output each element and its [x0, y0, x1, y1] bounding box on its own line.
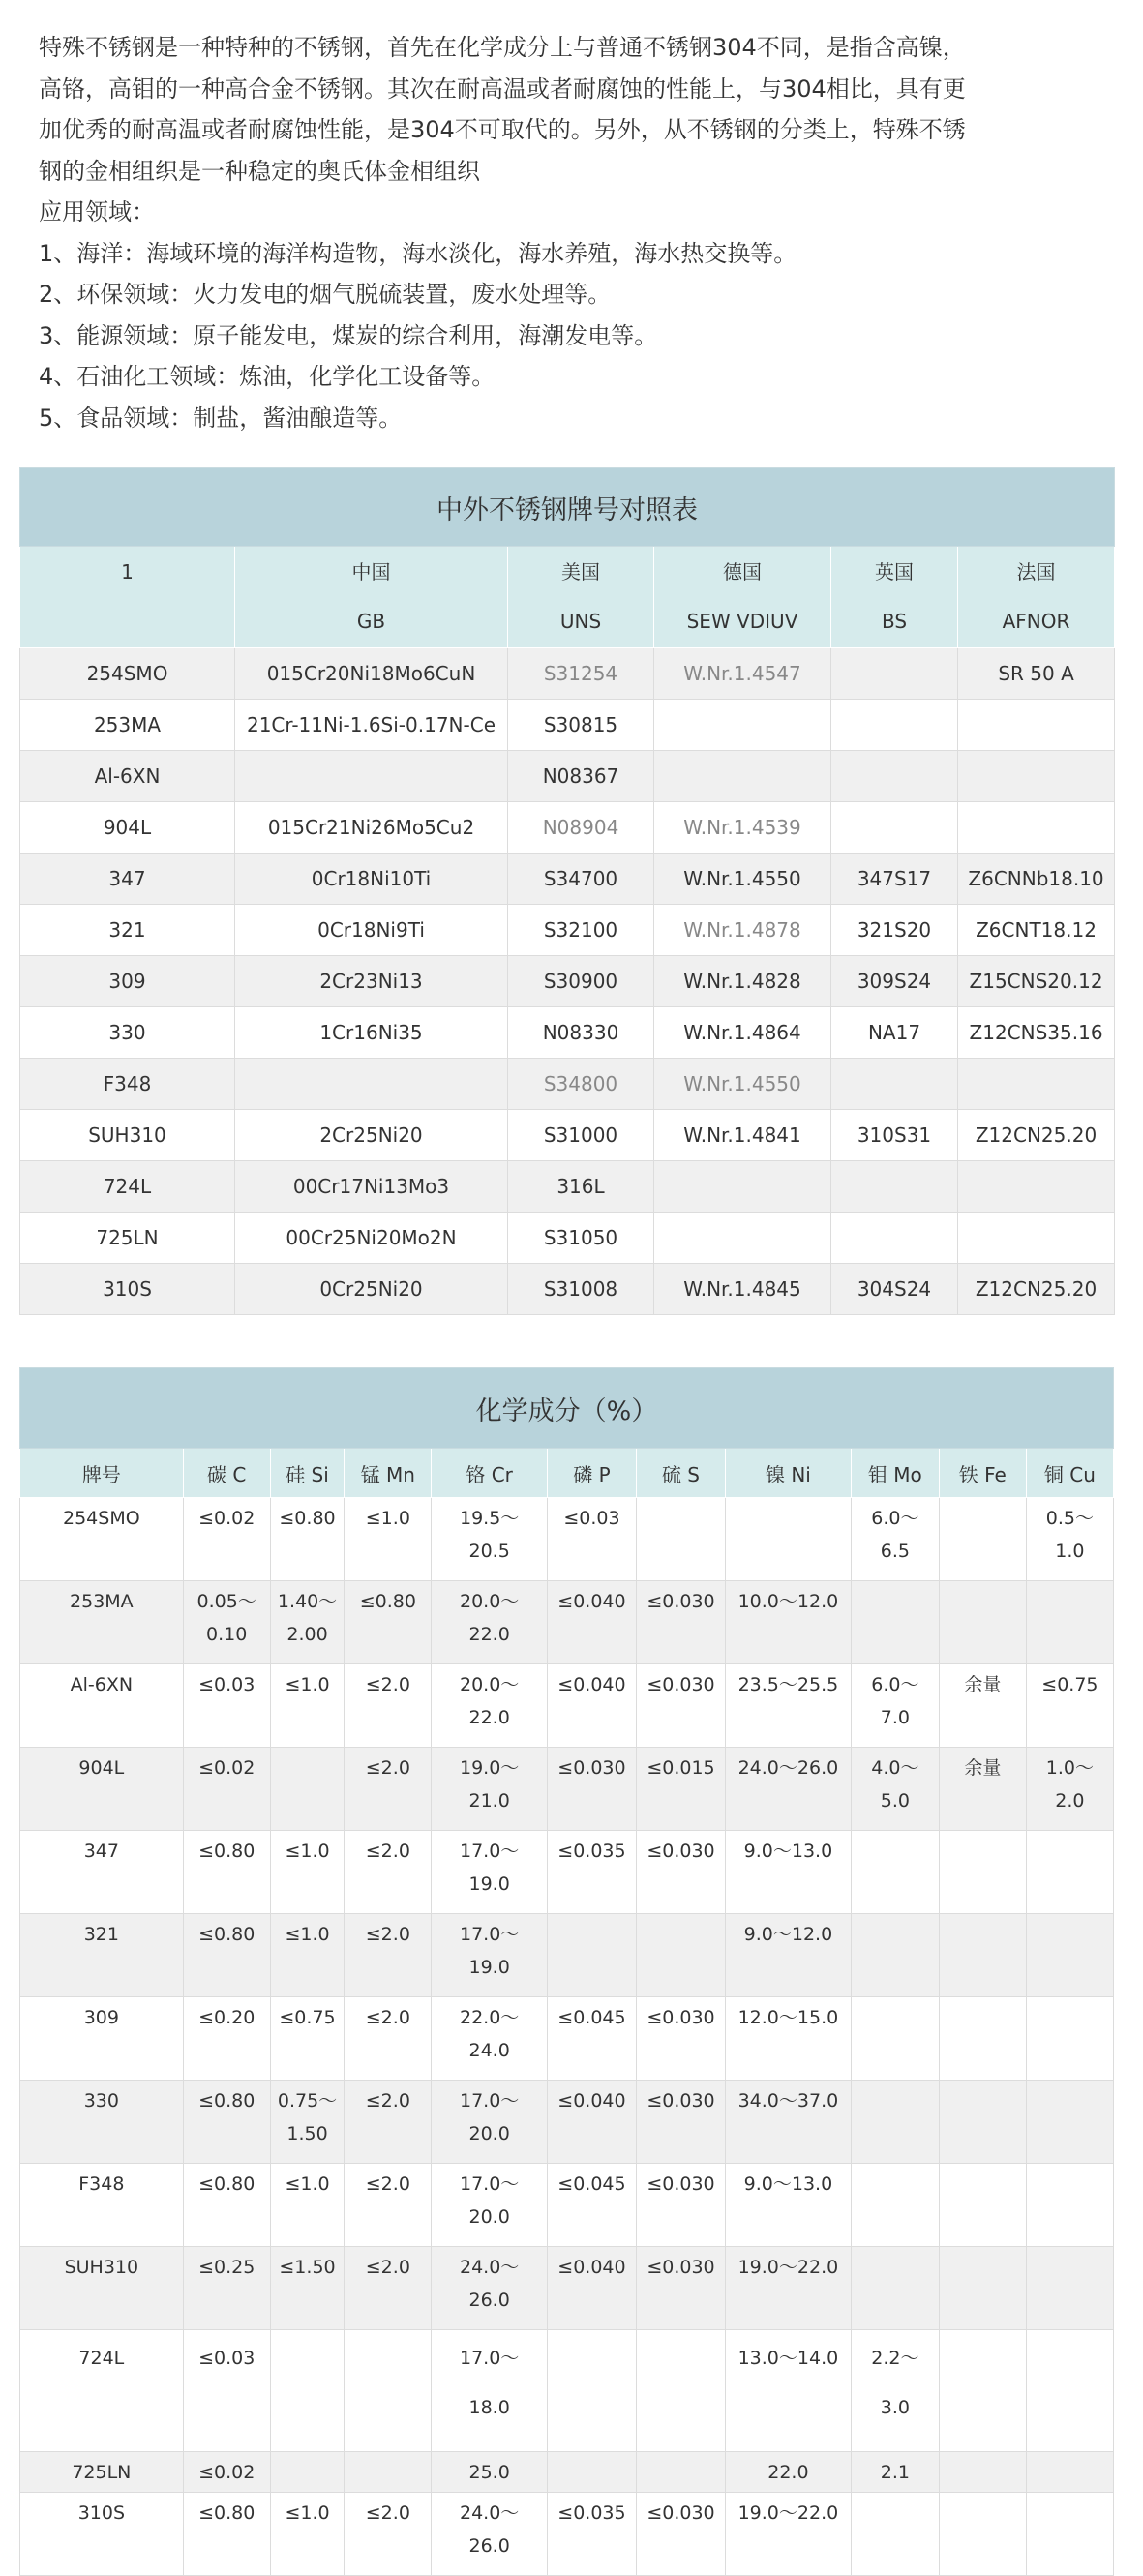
table-title: 化学成分（%） — [20, 1368, 1114, 1449]
table-cell: ≤2.0 — [345, 1914, 432, 1997]
header-country: 法国 — [1016, 560, 1056, 584]
table-cell: ≤1.0 — [270, 1831, 345, 1914]
table-cell: ≤0.03 — [183, 1664, 270, 1748]
table-cell: Al-6XN — [20, 1664, 184, 1748]
table-row — [20, 1498, 1114, 1581]
table-cell: W.Nr.1.4550 — [654, 854, 831, 905]
table-cell — [831, 700, 958, 751]
table-cell — [831, 648, 958, 700]
table-cell: ≤0.035 — [547, 2493, 636, 2576]
table-cell: 19.0～22.0 — [725, 2493, 851, 2576]
table-cell: 9.0～13.0 — [725, 1831, 851, 1914]
table-cell — [654, 700, 831, 751]
table-cell — [654, 1161, 831, 1213]
table-row — [20, 2081, 1114, 2164]
table-cell: 34.0～37.0 — [725, 2081, 851, 2164]
column-header: 铜 Cu — [1026, 1449, 1113, 1498]
table-row — [20, 1581, 1114, 1664]
table-cell — [636, 1914, 725, 1997]
table-cell: ≤0.80 — [270, 1498, 345, 1581]
table-cell: 1.40～ 2.00 — [270, 1581, 345, 1664]
intro-line: 特殊不锈钢是一种特种的不锈钢，首先在化学成分上与普通不锈钢304不同，是指含高镍， — [39, 34, 966, 61]
table-cell — [1026, 1914, 1113, 1997]
table-cell: 253MA — [20, 1581, 184, 1664]
table-cell: W.Nr.1.4550 — [654, 1059, 831, 1110]
intro-line: 5、食品领域：制盐，酱油酿造等。 — [39, 404, 403, 432]
table-cell — [958, 1213, 1115, 1264]
table-cell — [939, 1914, 1026, 1997]
table-cell: S30900 — [508, 956, 654, 1007]
table-cell: Al-6XN — [20, 751, 235, 802]
table-cell — [939, 2247, 1026, 2330]
table-cell: Z15CNS20.12 — [958, 956, 1115, 1007]
table-cell: 17.0～ 19.0 — [432, 1831, 548, 1914]
table-row — [20, 854, 1115, 905]
intro-line: 2、环保领域：火力发电的烟气脱硫装置，废水处理等。 — [39, 281, 612, 308]
table-cell: 015Cr21Ni26Mo5Cu2 — [235, 802, 508, 854]
table-cell: ≤2.0 — [345, 2493, 432, 2576]
table-cell: ≤0.030 — [636, 2164, 725, 2247]
table-cell: ≤0.040 — [547, 1581, 636, 1664]
table-cell: 309 — [20, 956, 235, 1007]
table-cell: 17.0～ 18.0 — [432, 2330, 548, 2452]
table-cell — [1026, 1831, 1113, 1914]
table-cell: ≤2.0 — [345, 1831, 432, 1914]
table-cell: F348 — [20, 2164, 184, 2247]
column-header — [831, 547, 958, 648]
table-row — [20, 648, 1115, 700]
table-cell: ≤0.030 — [636, 2493, 725, 2576]
table-cell: ≤0.015 — [636, 1748, 725, 1831]
table-cell — [851, 2247, 939, 2330]
table-cell: 17.0～ 20.0 — [432, 2081, 548, 2164]
table-cell: 1Cr16Ni35 — [235, 1007, 508, 1059]
table-row — [20, 1664, 1114, 1748]
header-standard: GB — [356, 610, 386, 633]
table-cell: ≤1.0 — [270, 1664, 345, 1748]
table-cell — [1026, 2330, 1113, 2452]
table-cell — [939, 1581, 1026, 1664]
table-cell — [725, 1498, 851, 1581]
column-header: 硫 S — [636, 1449, 725, 1498]
table-row — [20, 905, 1115, 956]
column-header: 磷 P — [547, 1449, 636, 1498]
table-cell — [851, 1581, 939, 1664]
table-row — [20, 1213, 1115, 1264]
column-header: 铬 Cr — [432, 1449, 548, 1498]
table-cell: S30815 — [508, 700, 654, 751]
table-cell: 2Cr23Ni13 — [235, 956, 508, 1007]
table-cell: ≤0.045 — [547, 1997, 636, 2081]
table-cell — [958, 802, 1115, 854]
table-cell — [831, 751, 958, 802]
table-cell: SR 50 A — [958, 648, 1115, 700]
chemical-composition-table — [19, 1367, 1114, 2576]
table-cell: 2.2～ 3.0 — [851, 2330, 939, 2452]
header-standard: BS — [881, 610, 908, 633]
table-cell: 余量 — [939, 1748, 1026, 1831]
table-cell — [1026, 2081, 1113, 2164]
table-cell: 304S24 — [831, 1264, 958, 1315]
table-cell: 321 — [20, 1914, 184, 1997]
table-cell — [831, 1161, 958, 1213]
table-cell — [958, 751, 1115, 802]
column-header: 硅 Si — [270, 1449, 345, 1498]
table-cell: 20.0～ 22.0 — [432, 1664, 548, 1748]
table-cell: 347 — [20, 1831, 184, 1914]
table-cell: 4.0～ 5.0 — [851, 1748, 939, 1831]
table-cell — [939, 2493, 1026, 2576]
table-cell: N08330 — [508, 1007, 654, 1059]
column-header — [235, 547, 508, 648]
table-cell: ≤2.0 — [345, 1664, 432, 1748]
table-cell — [939, 2330, 1026, 2452]
table-cell: F348 — [20, 1059, 235, 1110]
intro-line: 加优秀的耐高温或者耐腐蚀性能，是304不可取代的。另外，从不锈钢的分类上，特殊不锈 — [39, 116, 966, 143]
table-cell: ≤1.0 — [270, 2164, 345, 2247]
table-cell: ≤0.030 — [636, 1831, 725, 1914]
table-cell: W.Nr.1.4841 — [654, 1110, 831, 1161]
table-cell: 0.5～ 1.0 — [1026, 1498, 1113, 1581]
table-row — [20, 956, 1115, 1007]
table-cell — [547, 1914, 636, 1997]
table-cell — [1026, 1581, 1113, 1664]
table-cell: 0Cr25Ni20 — [235, 1264, 508, 1315]
table-cell — [939, 2081, 1026, 2164]
table-cell — [1026, 2452, 1113, 2493]
table-cell: 1.0～ 2.0 — [1026, 1748, 1113, 1831]
table-cell — [270, 1748, 345, 1831]
table-cell — [939, 1498, 1026, 1581]
table-cell: 904L — [20, 802, 235, 854]
table-row — [20, 2452, 1114, 2493]
table-cell: 310S31 — [831, 1110, 958, 1161]
table-cell: SUH310 — [20, 1110, 235, 1161]
table-cell: ≤0.02 — [183, 1748, 270, 1831]
table-cell: 00Cr17Ni13Mo3 — [235, 1161, 508, 1213]
table-cell — [939, 2164, 1026, 2247]
table-cell: S31000 — [508, 1110, 654, 1161]
table-cell: 347 — [20, 854, 235, 905]
table-cell: W.Nr.1.4864 — [654, 1007, 831, 1059]
table-cell: 6.0～ 7.0 — [851, 1664, 939, 1748]
header-row — [20, 547, 1115, 648]
table-cell — [831, 802, 958, 854]
table-cell: ≤2.0 — [345, 2081, 432, 2164]
table-cell: S34800 — [508, 1059, 654, 1110]
column-header — [654, 547, 831, 648]
table-cell: 0Cr18Ni10Ti — [235, 854, 508, 905]
table-cell: ≤0.030 — [636, 1664, 725, 1748]
table-cell: ≤1.0 — [270, 1914, 345, 1997]
table-cell: ≤0.030 — [547, 1748, 636, 1831]
intro-line: 4、石油化工领域：炼油，化学化工设备等。 — [39, 363, 496, 390]
table-row — [20, 1110, 1115, 1161]
table-cell: S31008 — [508, 1264, 654, 1315]
header-row — [20, 1449, 1114, 1498]
table-cell — [654, 751, 831, 802]
table-cell — [1026, 2493, 1113, 2576]
table-cell: 725LN — [20, 1213, 235, 1264]
table-cell: 9.0～12.0 — [725, 1914, 851, 1997]
table-cell — [831, 1213, 958, 1264]
table-cell: ≤0.030 — [636, 1997, 725, 2081]
table-row — [20, 700, 1115, 751]
table-row — [20, 1831, 1114, 1914]
table-cell: 316L — [508, 1161, 654, 1213]
table-cell: 19.0～ 21.0 — [432, 1748, 548, 1831]
table-cell: 725LN — [20, 2452, 184, 2493]
table-cell: Z12CN25.20 — [958, 1264, 1115, 1315]
table-cell: ≤1.50 — [270, 2247, 345, 2330]
table-row — [20, 2247, 1114, 2330]
table-cell: 330 — [20, 2081, 184, 2164]
table-cell: ≤0.80 — [345, 1581, 432, 1664]
table-cell: 17.0～ 19.0 — [432, 1914, 548, 1997]
table-cell: ≤0.80 — [183, 1831, 270, 1914]
table-cell — [235, 1059, 508, 1110]
table-row — [20, 2164, 1114, 2247]
column-header: 锰 Mn — [345, 1449, 432, 1498]
header-standard: UNS — [559, 610, 602, 633]
table-cell: ≤0.02 — [183, 1498, 270, 1581]
column-header: 碳 C — [183, 1449, 270, 1498]
table-cell — [831, 1059, 958, 1110]
table-cell: S32100 — [508, 905, 654, 956]
table-row — [20, 1997, 1114, 2081]
table-cell: 330 — [20, 1007, 235, 1059]
table-cell: 12.0～15.0 — [725, 1997, 851, 2081]
table-cell: ≤0.75 — [1026, 1664, 1113, 1748]
table-cell: 19.5～ 20.5 — [432, 1498, 548, 1581]
table-cell: 310S — [20, 1264, 235, 1315]
table-cell: 0.05～ 0.10 — [183, 1581, 270, 1664]
table-cell: 23.5～25.5 — [725, 1664, 851, 1748]
table-cell: 24.0～26.0 — [725, 1748, 851, 1831]
intro-text — [39, 27, 1103, 438]
table-row — [20, 1161, 1115, 1213]
table-cell: 22.0～ 24.0 — [432, 1997, 548, 2081]
table-cell: ≤0.03 — [547, 1498, 636, 1581]
table-cell — [235, 751, 508, 802]
table-row — [20, 1059, 1115, 1110]
table-cell: W.Nr.1.4547 — [654, 648, 831, 700]
table-cell: ≤1.0 — [345, 1498, 432, 1581]
table-cell: ≤0.045 — [547, 2164, 636, 2247]
table-row — [20, 2493, 1114, 2576]
header-country: 1 — [121, 560, 134, 584]
header-country: 美国 — [561, 560, 600, 584]
table-cell: 22.0 — [725, 2452, 851, 2493]
table-cell: 309S24 — [831, 956, 958, 1007]
table-cell: 254SMO — [20, 1498, 184, 1581]
table-cell: 24.0～ 26.0 — [432, 2247, 548, 2330]
table-cell: ≤0.75 — [270, 1997, 345, 2081]
header-country: 英国 — [875, 560, 914, 584]
table-cell — [1026, 2164, 1113, 2247]
table-cell: SUH310 — [20, 2247, 184, 2330]
table-cell: W.Nr.1.4845 — [654, 1264, 831, 1315]
header-country: 德国 — [723, 560, 762, 584]
table-cell — [851, 1914, 939, 1997]
table-cell: 13.0～14.0 — [725, 2330, 851, 2452]
table-cell — [958, 1059, 1115, 1110]
table-cell: W.Nr.1.4828 — [654, 956, 831, 1007]
table-cell: 20.0～ 22.0 — [432, 1581, 548, 1664]
table-cell: 347S17 — [831, 854, 958, 905]
table-cell: Z12CNS35.16 — [958, 1007, 1115, 1059]
table-cell: 25.0 — [432, 2452, 548, 2493]
table-row — [20, 802, 1115, 854]
table-cell: ≤0.80 — [183, 1914, 270, 1997]
intro-line: 高铬，高钼的一种高合金不锈钢。其次在耐高温或者耐腐蚀的性能上，与304相比，具有更 — [39, 75, 966, 103]
table-cell: ≤2.0 — [345, 1748, 432, 1831]
column-header: 铁 Fe — [939, 1449, 1026, 1498]
table-cell: ≤2.0 — [345, 2247, 432, 2330]
grade-comparison-table — [19, 467, 1115, 1315]
table-cell: NA17 — [831, 1007, 958, 1059]
table-cell: Z12CN25.20 — [958, 1110, 1115, 1161]
table-cell: Z6CNT18.12 — [958, 905, 1115, 956]
table-cell: ≤0.02 — [183, 2452, 270, 2493]
table-cell — [1026, 1997, 1113, 2081]
table-cell — [547, 2330, 636, 2452]
table-cell — [636, 2330, 725, 2452]
table-cell: 321S20 — [831, 905, 958, 956]
table-cell: ≤0.20 — [183, 1997, 270, 2081]
table-cell — [547, 2452, 636, 2493]
table-row — [20, 1264, 1115, 1315]
table-cell: 254SMO — [20, 648, 235, 700]
table-cell: S31050 — [508, 1213, 654, 1264]
table-cell: 9.0～13.0 — [725, 2164, 851, 2247]
header-standard — [20, 597, 234, 646]
table-cell — [270, 2330, 345, 2452]
table-cell: W.Nr.1.4539 — [654, 802, 831, 854]
table-cell: 309 — [20, 1997, 184, 2081]
header-standard: SEW VDIUV — [686, 610, 798, 633]
table-cell: N08367 — [508, 751, 654, 802]
table-cell: 21Cr-11Ni-1.6Si-0.17N-Ce — [235, 700, 508, 751]
table-cell: Z6CNNb18.10 — [958, 854, 1115, 905]
table-cell — [851, 1831, 939, 1914]
table-cell: S34700 — [508, 854, 654, 905]
table-cell: 724L — [20, 1161, 235, 1213]
table-cell: 0.75～ 1.50 — [270, 2081, 345, 2164]
column-header: 钼 Mo — [851, 1449, 939, 1498]
table-cell: 2Cr25Ni20 — [235, 1110, 508, 1161]
table-cell — [270, 2452, 345, 2493]
column-header — [958, 547, 1115, 648]
table-cell: 24.0～ 26.0 — [432, 2493, 548, 2576]
table-cell — [851, 2493, 939, 2576]
table-cell: 19.0～22.0 — [725, 2247, 851, 2330]
table-cell: 0Cr18Ni9Ti — [235, 905, 508, 956]
table-cell: ≤0.030 — [636, 2247, 725, 2330]
column-header — [508, 547, 654, 648]
column-header: 镍 Ni — [725, 1449, 851, 1498]
table-cell — [345, 2330, 432, 2452]
table-cell: 6.0～ 6.5 — [851, 1498, 939, 1581]
column-header: 牌号 — [20, 1449, 184, 1498]
table-cell — [939, 1831, 1026, 1914]
table-cell: 310S — [20, 2493, 184, 2576]
table-cell: 余量 — [939, 1664, 1026, 1748]
table-cell: 10.0～12.0 — [725, 1581, 851, 1664]
table-cell — [939, 2452, 1026, 2493]
table-cell: 904L — [20, 1748, 184, 1831]
intro-line: 1、海洋：海域环境的海洋构造物，海水淡化，海水养殖，海水热交换等。 — [39, 239, 797, 267]
table-cell: ≤0.80 — [183, 2493, 270, 2576]
table-cell — [851, 2164, 939, 2247]
table-cell: 253MA — [20, 700, 235, 751]
table-cell: ≤0.035 — [547, 1831, 636, 1914]
table-cell: 015Cr20Ni18Mo6CuN — [235, 648, 508, 700]
table-cell: N08904 — [508, 802, 654, 854]
table-cell: W.Nr.1.4878 — [654, 905, 831, 956]
header-country: 中国 — [351, 560, 391, 584]
table-cell: 321 — [20, 905, 235, 956]
table-cell — [958, 1161, 1115, 1213]
table-cell: ≤1.0 — [270, 2493, 345, 2576]
table-cell: ≤0.03 — [183, 2330, 270, 2452]
header-standard: AFNOR — [1002, 610, 1070, 633]
table-cell — [636, 1498, 725, 1581]
table-cell — [958, 700, 1115, 751]
table-cell: S31254 — [508, 648, 654, 700]
table-cell: ≤0.040 — [547, 2081, 636, 2164]
table-cell: ≤0.80 — [183, 2081, 270, 2164]
table-cell: ≤0.030 — [636, 1581, 725, 1664]
table-cell — [851, 2081, 939, 2164]
table-cell: 17.0～ 20.0 — [432, 2164, 548, 2247]
table-cell: ≤0.040 — [547, 1664, 636, 1748]
table-cell: 00Cr25Ni20Mo2N — [235, 1213, 508, 1264]
table-row — [20, 1914, 1114, 1997]
table-row — [20, 2330, 1114, 2452]
table-cell: ≤2.0 — [345, 1997, 432, 2081]
intro-line: 钢的金相组织是一种稳定的奥氏体金相组织 — [39, 157, 480, 185]
table-row — [20, 1007, 1115, 1059]
table-cell — [636, 2452, 725, 2493]
table-cell: 724L — [20, 2330, 184, 2452]
table-cell — [851, 1997, 939, 2081]
table-cell: ≤0.25 — [183, 2247, 270, 2330]
table-title: 中外不锈钢牌号对照表 — [20, 468, 1115, 547]
table-cell: ≤0.030 — [636, 2081, 725, 2164]
table-row — [20, 751, 1115, 802]
table-cell — [939, 1997, 1026, 2081]
column-header — [20, 547, 235, 648]
table-cell — [345, 2452, 432, 2493]
intro-line: 3、能源领域：原子能发电，煤炭的综合利用，海潮发电等。 — [39, 321, 658, 349]
table-cell: ≤0.80 — [183, 2164, 270, 2247]
table-row — [20, 1748, 1114, 1831]
table-cell — [1026, 2247, 1113, 2330]
table-cell: ≤0.040 — [547, 2247, 636, 2330]
table-cell: ≤2.0 — [345, 2164, 432, 2247]
intro-line: 应用领域： — [39, 198, 155, 225]
table-cell — [654, 1213, 831, 1264]
table-cell: 2.1 — [851, 2452, 939, 2493]
